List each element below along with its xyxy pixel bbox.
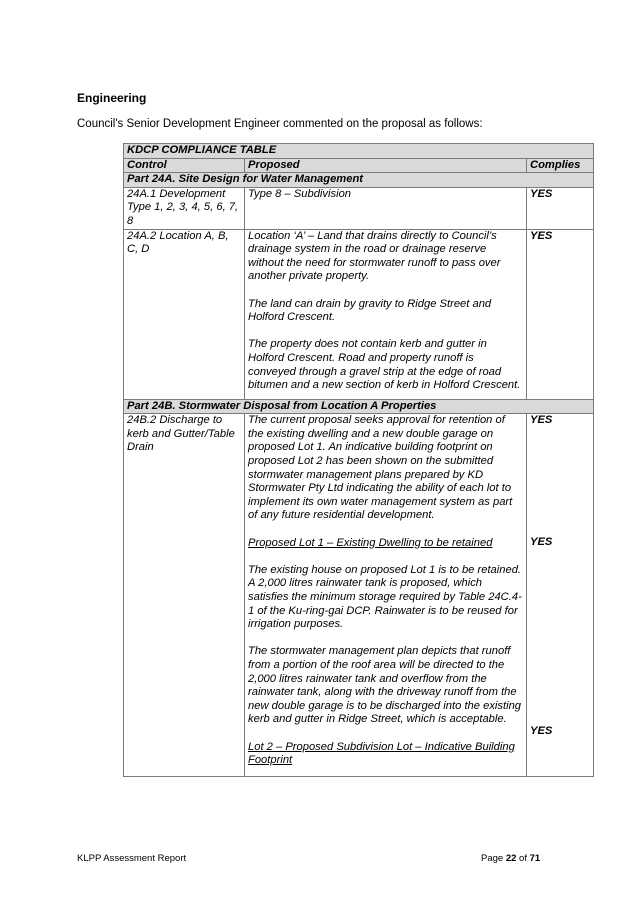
row2-proposed [245, 229, 527, 399]
row3-control: 24B.2 Discharge to kerb and Gutter/Table Drain [124, 414, 245, 776]
row2-paragraph: The property does not contain kerb and gutter in Holford Crescent. Road and property runoff is conveyed through a gravel strip at the edge of road bitumen and a new section of kerb in Holford Crescent. [248, 338, 521, 392]
row2-paragraph: Location ‘A’ – Land that drains directly to Council’s drainage system in the road or drainage reserve without the need for stormwater runoff to pass over another private property. [248, 229, 501, 283]
part-b-heading: Part 24B. Stormwater Disposal from Location A Properties [124, 399, 594, 414]
row3-subheading-lot2: Lot 2 – Proposed Subdivision Lot – Indicative Building Footprint [248, 740, 515, 767]
row3-paragraph: The current proposal seeks approval for retention of the existing dwelling and a new double garage on proposed Lot 1. An indicative building footprint on proposed Lot 2 has been shown on the submitted stormwater management plans prepared by KD Stormwater Pty Ltd indicating the ability of each lot to implement its own water management system as part of any future residential development. [248, 414, 513, 522]
table-row [124, 414, 594, 776]
page-total: 71 [529, 853, 541, 864]
row3-complies [527, 414, 594, 776]
section-heading: Engineering [77, 91, 147, 105]
footer-page-number [481, 853, 540, 864]
table-title: KDCP COMPLIANCE TABLE [124, 144, 594, 159]
header-proposed: Proposed [245, 158, 527, 173]
row1-complies: YES [527, 187, 594, 229]
part-b-row [124, 399, 594, 414]
header-control: Control [124, 158, 245, 173]
row1-proposed: Type 8 – Subdivision [245, 187, 527, 229]
page-current: 22 [505, 853, 517, 864]
table-header-row [124, 158, 594, 173]
row3-complies-2: YES [530, 535, 553, 548]
table-row [124, 229, 594, 399]
page-prefix: Page [481, 853, 506, 864]
row3-complies-3: YES [530, 725, 553, 738]
header-complies: Complies [527, 158, 594, 173]
intro-text: Council's Senior Development Engineer commented on the proposal as follows: [77, 118, 483, 130]
row1-control: 24A.1 Development Type 1, 2, 3, 4, 5, 6, 7, 8 [124, 187, 245, 229]
row3-subheading-lot1: Proposed Lot 1 – Existing Dwelling to be retained [248, 536, 493, 549]
compliance-table [123, 143, 594, 777]
row3-proposed [245, 414, 527, 776]
table-title-row [124, 144, 594, 159]
row2-paragraph: The land can drain by gravity to Ridge Street and Holford Crescent. [248, 297, 492, 324]
part-a-heading: Part 24A. Site Design for Water Management [124, 173, 594, 188]
row2-control: 24A.2 Location A, B, C, D [124, 229, 245, 399]
row3-complies-1: YES [530, 414, 553, 427]
footer-report-name: KLPP Assessment Report [77, 853, 187, 864]
row3-paragraph: The existing house on proposed Lot 1 is to be retained. A 2,000 litres rainwater tank is proposed, which satisfies the minimum storage required by Table 24C.4-1 of the Ku-ring-gai DCP. Rainwater is to be reused for irrigation purposes. [248, 563, 522, 631]
row3-paragraph: The stormwater management plan depicts that runoff from a portion of the roof area will be directed to the 2,000 litres rainwater tank and overflow from the rainwater tank, along with the driveway runoff from the new double garage is to be discharged into the existing kerb and gutter in Ridge Street, which is acceptable. [248, 645, 522, 726]
row2-complies: YES [527, 229, 594, 399]
table-row [124, 187, 594, 229]
part-a-row [124, 173, 594, 188]
page-of: of [516, 853, 530, 864]
